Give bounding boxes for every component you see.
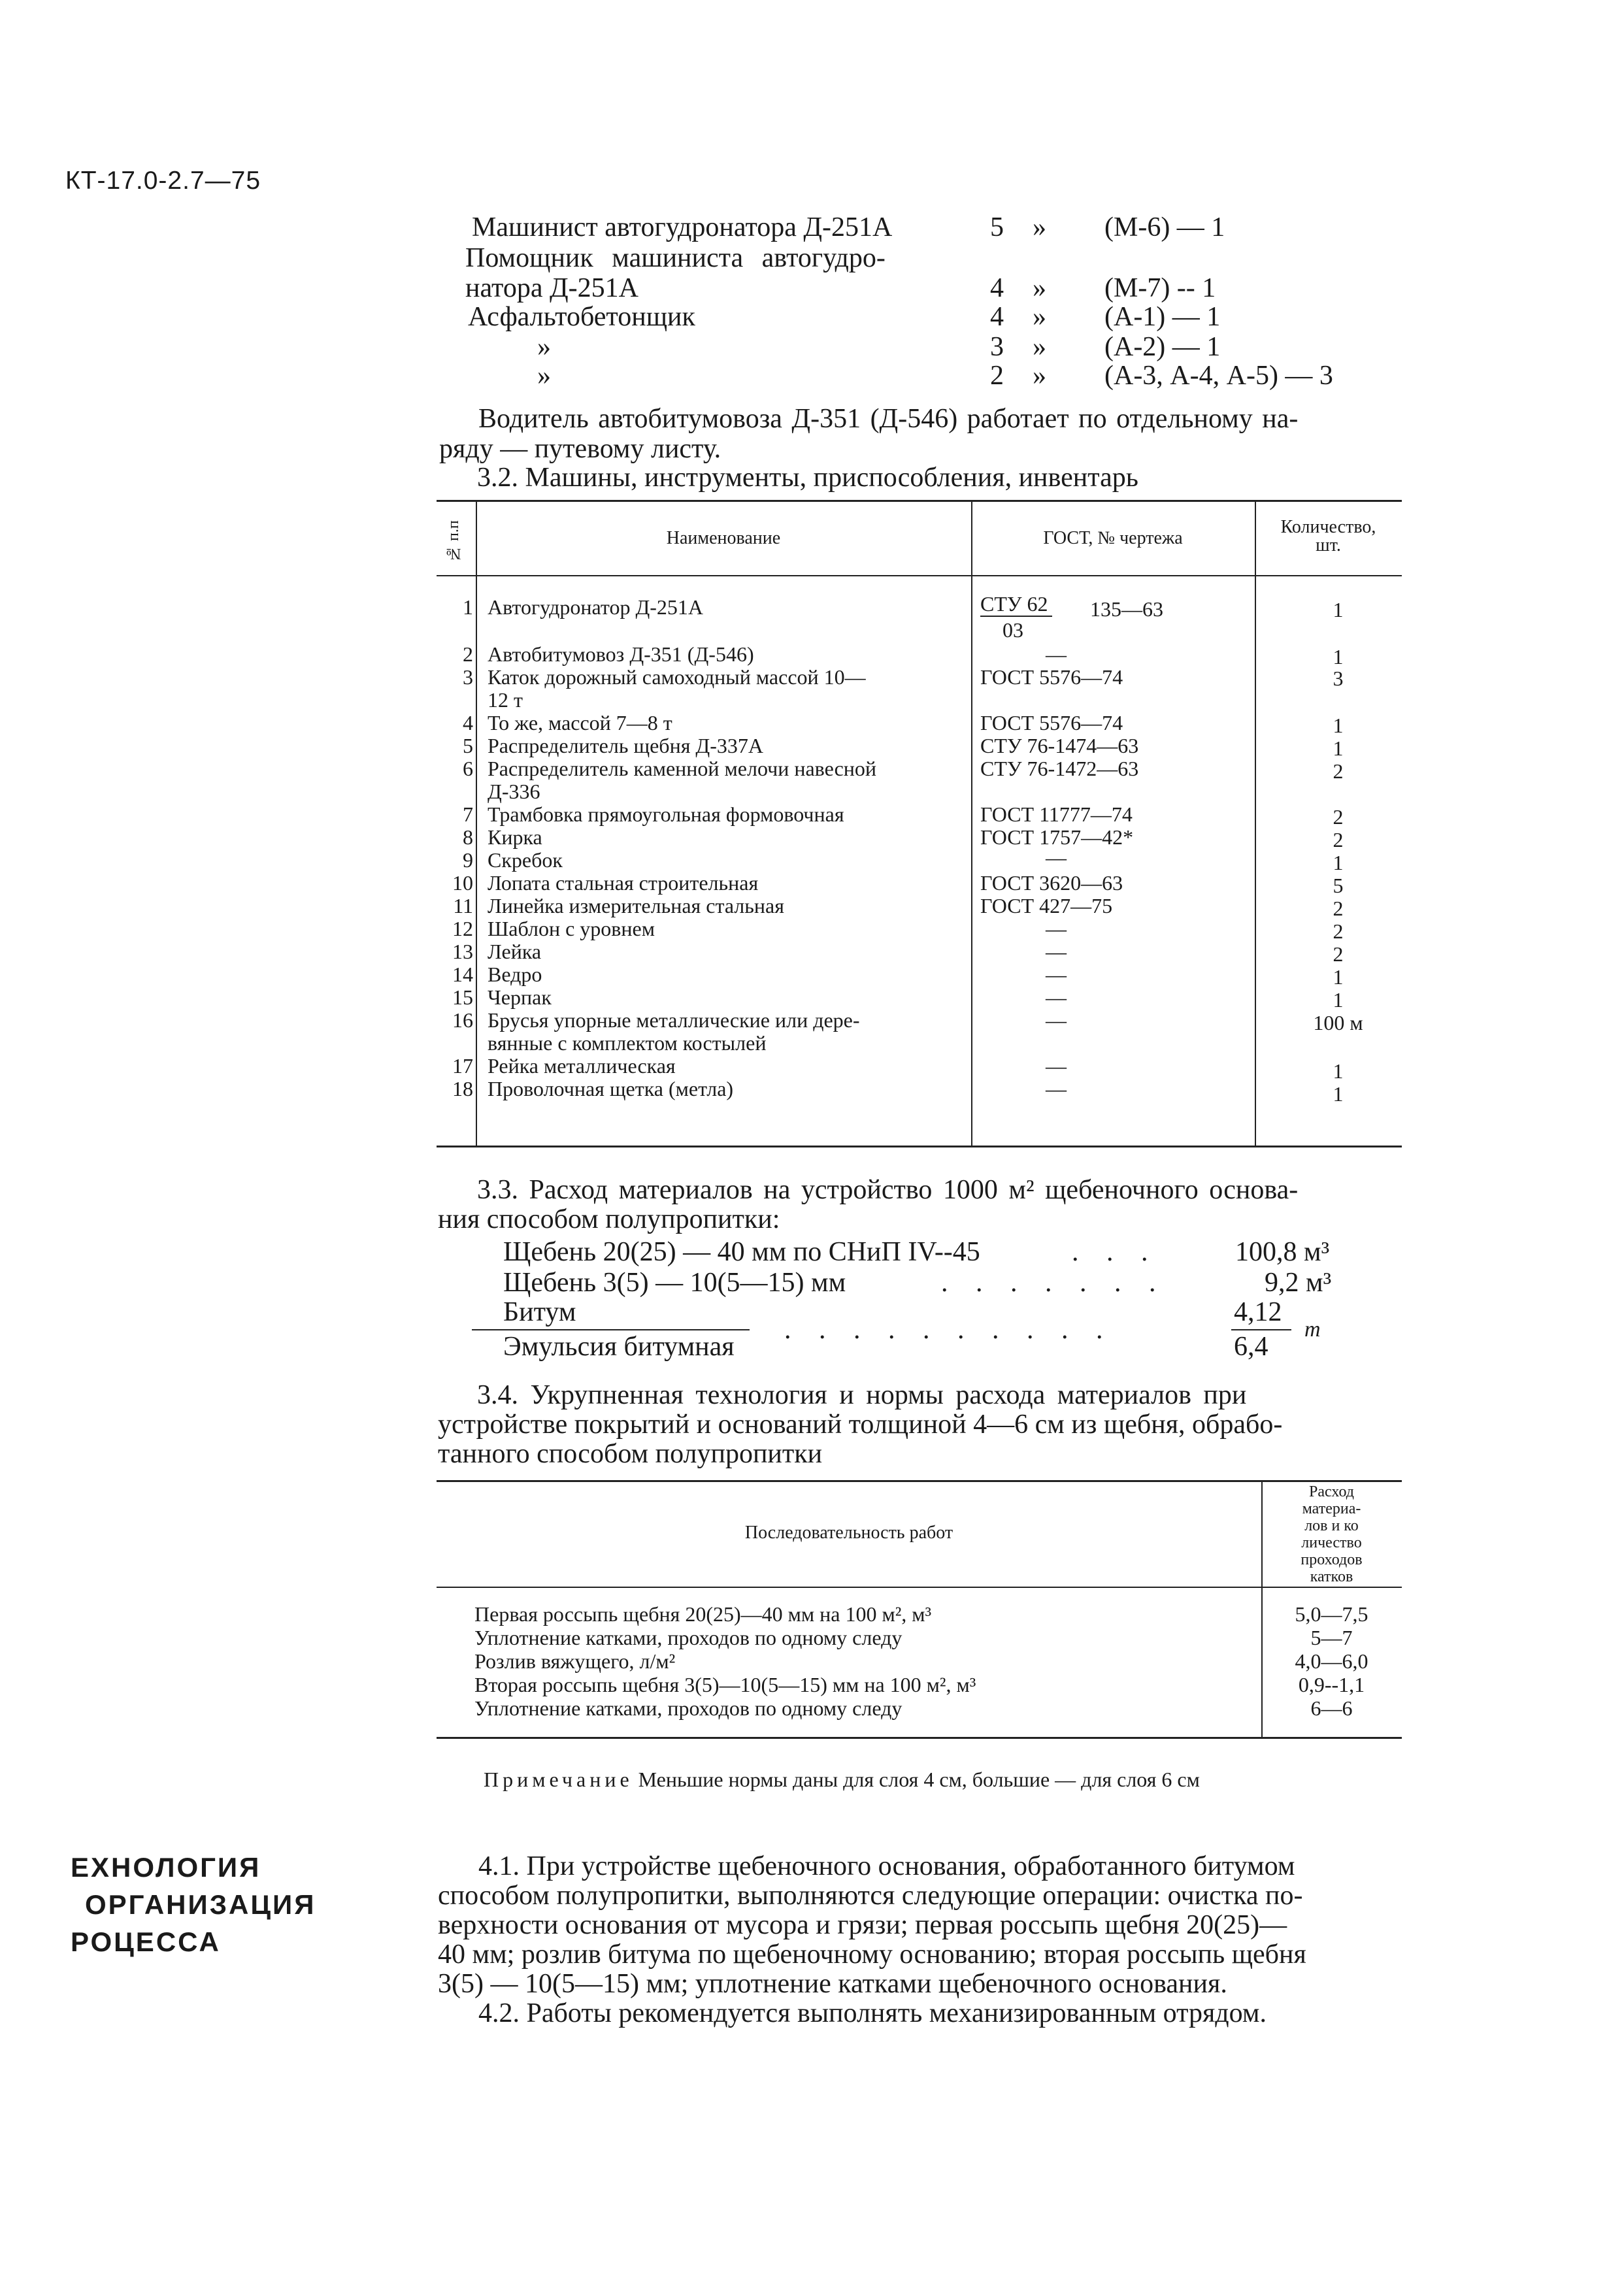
table-row-num: 8 [463,825,473,849]
staff-name: Помощник машиниста автогудро- [465,243,886,273]
table-row-gost: — [1046,1008,1067,1032]
col-header-num: № п.п [445,520,462,562]
table-row-qty: 3 [1333,667,1344,690]
staff-mark: » [1033,273,1046,303]
section-4-line: верхности основания от мусора и грязи; первая россыпь щебня 20(25)— [438,1910,1287,1940]
table-row-gost: — [1046,963,1067,986]
technology-table [437,1480,1402,1739]
side-heading: ОРГАНИЗАЦИЯ [85,1889,316,1920]
table-row-gost: — [1046,917,1067,940]
table-row-work: Уплотнение катками, проходов по одному следу [474,1626,903,1649]
col-header-consumption: Расход материа- лов и ко личество проходов катков [1301,1483,1363,1585]
table-row-name: То же, массой 7—8 т [488,711,672,734]
table-row-name: Брусья упорные металлические или дере- [488,1008,860,1032]
staff-name: » [537,332,551,362]
side-heading: РОЦЕССА [71,1926,221,1957]
note [484,1768,1200,1791]
table-row-name: Черпак [488,985,552,1009]
table-row-qty: 1 [1333,965,1344,989]
table-row-name: Шаблон с уровнем [488,917,655,940]
side-heading: ЕХНОЛОГИЯ [71,1852,261,1883]
table-row-num: 2 [463,642,473,666]
material-value: 6,4 [1234,1332,1268,1362]
table-row-num: 1 [463,595,473,619]
staff-count: (А-3, А-4, А-5) — 3 [1104,361,1333,391]
material-value: 100,8 м³ [1235,1237,1330,1267]
equipment-table [437,500,1402,1147]
col-header-qty: Количество, [1280,517,1376,537]
staff-name: натора Д-251А [465,273,638,303]
staff-mark: » [1033,332,1046,362]
note-text: Меньшие нормы даны для слоя 4 см, большие — для слоя 6 см [638,1768,1200,1791]
table-row-qty: 2 [1333,919,1344,943]
material-dots: . . . . . . . [941,1268,1167,1298]
staff-grade: 4 [990,302,1004,332]
table-row-qty: 100 м [1313,1011,1363,1034]
table-row-num: 15 [452,985,473,1009]
document-code: КТ-17.0-2.7—75 [65,167,261,195]
material-label: Битум [503,1297,576,1327]
fraction-line [1231,1329,1291,1330]
staff-grade: 4 [990,273,1004,303]
table-row-name: 12 т [488,688,523,712]
staff-name: Машинист автогудронатора Д-251А [472,212,893,242]
table-row-name: Линейка измерительная стальная [488,894,784,917]
table-row-qty: 1 [1333,851,1344,874]
table-row-gost: — [1046,642,1067,666]
staff-mark: » [1033,302,1046,332]
note-label: Примечание [484,1768,633,1791]
material-label: Щебень 20(25) — 40 мм по СНиП IV--45 [503,1237,980,1267]
table-row-num: 16 [452,1008,473,1032]
table-row-name: Автогудронатор Д-251А [488,595,704,619]
table-row-gost: СТУ 62 [980,592,1052,617]
table-row-value: 6—6 [1310,1696,1353,1720]
col-header-qty: шт. [1316,535,1341,555]
table-row-qty: 2 [1333,942,1344,966]
table-row-num: 12 [452,917,473,940]
col-header-name: Наименование [666,528,781,548]
table-row-name: Каток дорожный самоходный массой 10— [488,665,866,689]
table-row-gost: СТУ 76-1472—63 [980,757,1139,780]
section-4-line: 3(5) — 10(5—15) мм; уплотнение катками щебеночного основания. [438,1969,1227,1999]
section-3-4: 3.4. Укрупненная технология и нормы расхода материалов при [477,1380,1247,1410]
table-row-num: 7 [463,802,473,826]
table-row-gost: ГОСТ 1757—42* [980,825,1134,849]
table-row-num: 9 [463,848,473,872]
staff-count: (А-2) — 1 [1104,332,1221,362]
staff-mark: » [1033,361,1046,391]
table-row-qty: 2 [1333,828,1344,851]
table-row-qty: 1 [1333,736,1344,760]
table-row-num: 4 [463,711,473,734]
material-label: Щебень 3(5) — 10(5—15) мм [503,1268,846,1298]
table-row-gost: ГОСТ 427—75 [980,894,1113,917]
table-row-name: Кирка [488,825,542,849]
staff-grade: 5 [990,212,1004,242]
table-row-qty: 2 [1333,805,1344,829]
table-row-name: Лопата стальная строительная [488,871,759,895]
table-row-qty: 2 [1333,759,1344,783]
table-row-name: Д-336 [488,780,540,803]
section-4-line: способом полупропитки, выполняются следующие операции: очистка по- [438,1881,1303,1911]
table-row-gost: СТУ 76-1474—63 [980,734,1139,757]
staff-grade: 2 [990,361,1004,391]
fraction-line [472,1329,750,1330]
table-row-gost: — [1046,1077,1067,1100]
table-row-gost: ГОСТ 5576—74 [980,711,1123,734]
table-row-gost: ГОСТ 11777—74 [980,802,1133,826]
material-value: 9,2 м³ [1265,1268,1332,1298]
table-row-work: Вторая россыпь щебня 3(5)—10(5—15) мм на 100 м², м³ [474,1673,976,1696]
material-dots: . . . [1072,1237,1159,1267]
staff-mark: » [1033,212,1046,242]
table-row-num: 13 [452,940,473,963]
table-row-value: 0,9--1,1 [1298,1673,1365,1696]
table-row-gost: — [1046,985,1067,1009]
table-row-name: Лейка [488,940,542,963]
staff-grade: 3 [990,332,1004,362]
material-dots: . . . . . . . . . . [784,1315,1114,1345]
table-row-name: Рейка металлическая [488,1054,676,1078]
section-4-line: 4.2. Работы рекомендуется выполнять механизированным отрядом. [478,1998,1267,2028]
material-value: 4,12 [1234,1297,1282,1327]
table-row-name: вянные с комплектом костылей [488,1031,767,1055]
table-row-qty: 1 [1333,714,1344,737]
table-row-num: 5 [463,734,473,757]
section-title: 3.2. Машины, инструменты, приспособления, инвентарь [477,463,1138,493]
table-row-gost: 03 [1003,618,1023,642]
staff-count: (М-7) -- 1 [1104,273,1216,303]
table-row-qty: 1 [1333,988,1344,1012]
col-header-gost: ГОСТ, № чертежа [1043,528,1183,548]
table-row-name: Ведро [488,963,542,986]
table-row-value: 4,0—6,0 [1295,1649,1368,1673]
staff-name: » [537,361,551,391]
table-row-name: Трамбовка прямоугольная формовочная [488,802,844,826]
table-row-name: Распределитель каменной мелочи навесной [488,757,877,780]
section-3-3: 3.3. Расход материалов на устройство 1000 м² щебеночного основа- [477,1175,1299,1205]
section-4-line: 40 мм; розлив битума по щебеночному основанию; вторая россыпь щебня [438,1939,1306,1970]
staff-count: (А-1) — 1 [1104,302,1221,332]
table-row-work: Розлив вяжущего, л/м² [474,1649,676,1673]
table-row-qty: 2 [1333,897,1344,920]
table-row-gost: 135—63 [1090,597,1163,621]
table-row-gost: — [1046,1054,1067,1078]
table-row-qty: 1 [1333,598,1344,621]
table-row-qty: 1 [1333,645,1344,668]
table-row-name: Проволочная щетка (метла) [488,1077,734,1100]
table-row-work: Первая россыпь щебня 20(25)—40 мм на 100 м², м³ [474,1602,932,1626]
table-row-name: Автобитумовоз Д-351 (Д-546) [488,642,754,666]
material-label: Эмульсия битумная [503,1332,735,1362]
section-4-line: 4.1. При устройстве щебеночного основания, обработанного битумом [478,1851,1295,1881]
table-row-num: 10 [452,871,473,895]
section-3-4: танного способом полупропитки [438,1439,823,1469]
table-row-name: Скребок [488,848,563,872]
table-row-value: 5,0—7,5 [1295,1602,1368,1626]
unit-label: т [1304,1317,1321,1342]
col-header-works: Последовательность работ [744,1523,953,1543]
table-row-qty: 5 [1333,874,1344,897]
table-row-gost: ГОСТ 3620—63 [980,871,1123,895]
table-row-num: 6 [463,757,473,780]
table-row-num: 14 [452,963,473,986]
staff-count: (М-6) — 1 [1104,212,1225,242]
driver-note: Водитель автобитумовоза Д-351 (Д-546) работает по отдельному на- [478,404,1299,434]
table-row-qty: 1 [1333,1059,1344,1083]
table-row-num: 3 [463,665,473,689]
driver-note: ряду — путевому листу. [439,434,721,464]
table-row-name: Распределитель щебня Д-337А [488,734,763,757]
table-row-work: Уплотнение катками, проходов по одному следу [474,1696,903,1720]
table-row-num: 17 [452,1054,473,1078]
table-row-gost: ГОСТ 5576—74 [980,665,1123,689]
table-row-num: 11 [453,894,473,917]
section-3-3: ния способом полупропитки: [438,1204,780,1234]
table-row-value: 5—7 [1310,1626,1353,1649]
table-row-qty: 1 [1333,1082,1344,1106]
section-3-4: устройстве покрытий и оснований толщиной 4—6 см из щебня, обрабо- [438,1410,1283,1440]
table-row-gost: — [1046,940,1067,963]
table-row-num: 18 [452,1077,473,1100]
table-row-gost: — [1046,846,1067,869]
staff-name: Асфальтобетонщик [468,302,695,332]
